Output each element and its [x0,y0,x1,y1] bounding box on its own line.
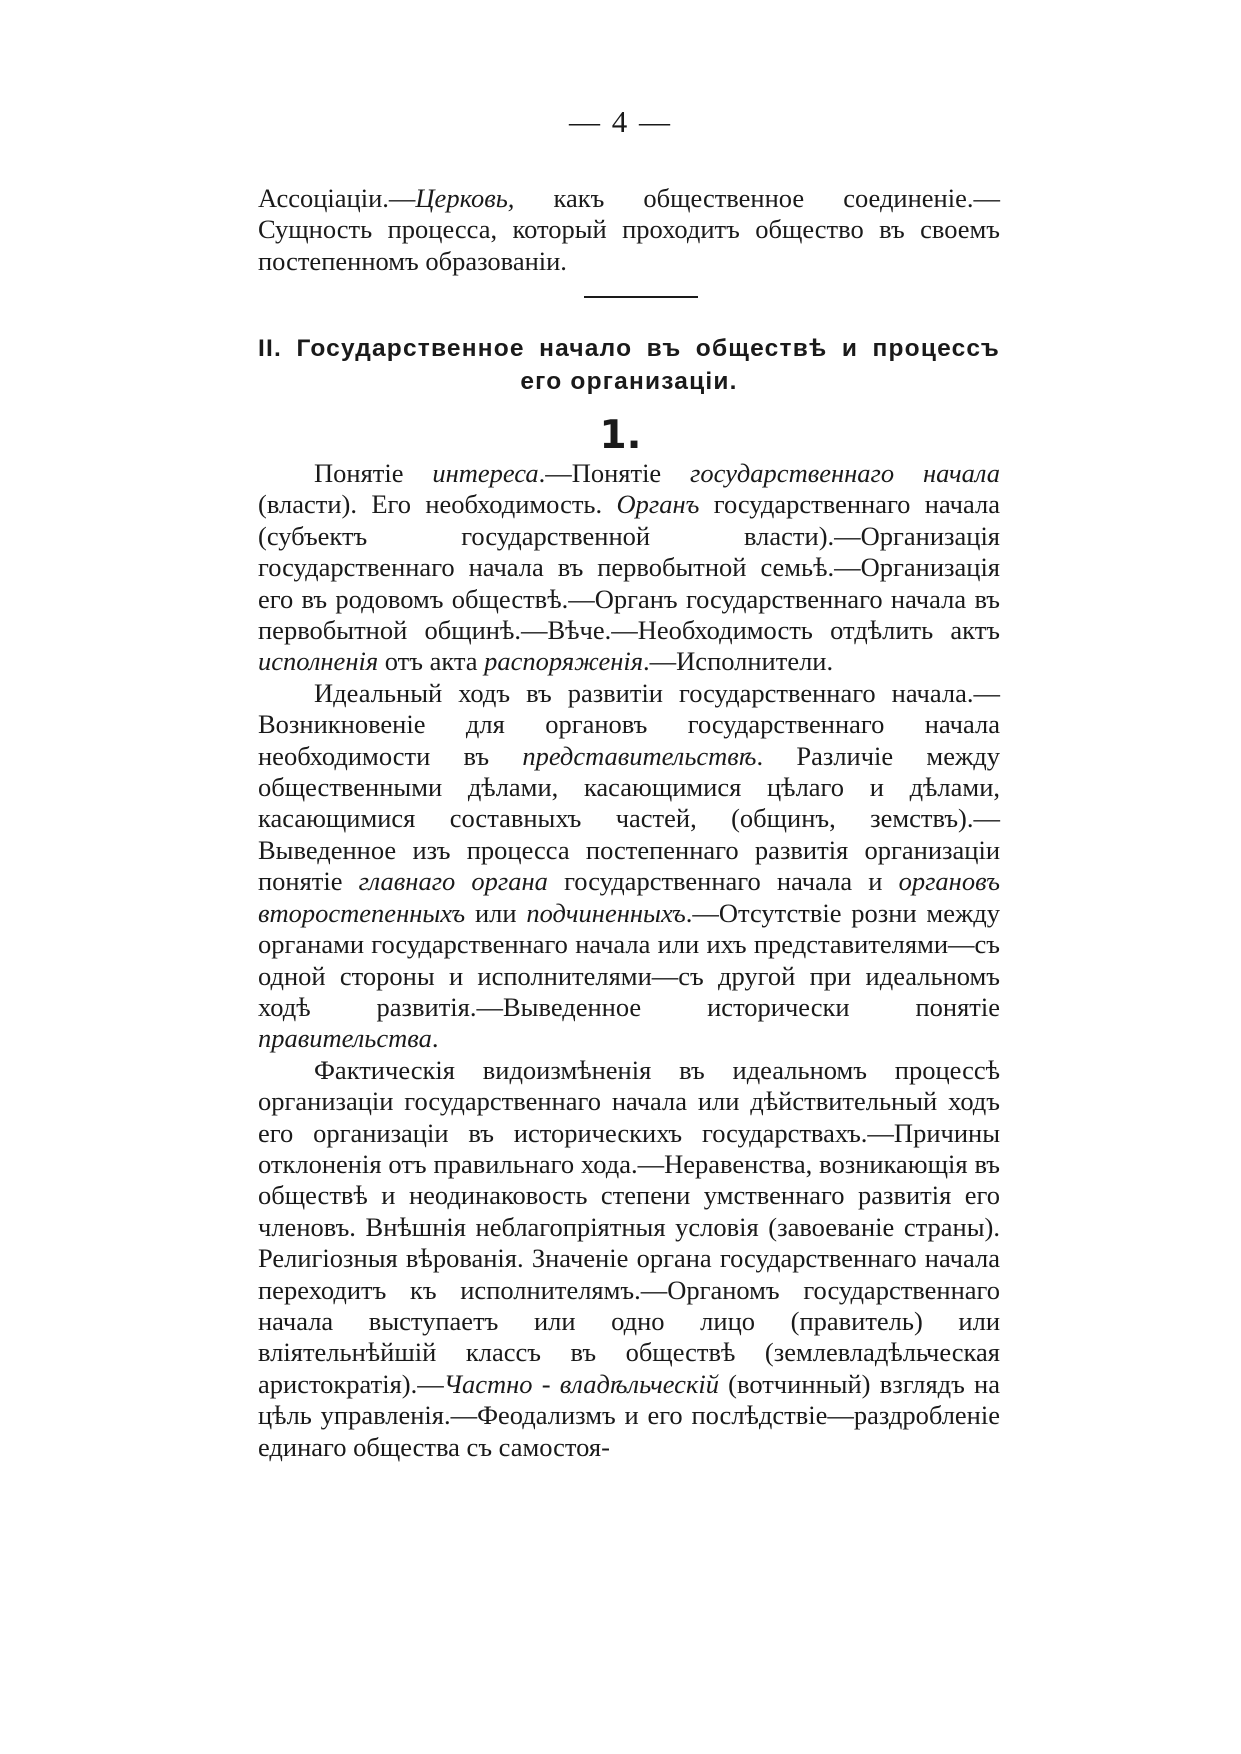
emphasis-term: Частно - владѣльческій [443,1368,719,1399]
text-run: отъ акта [378,646,485,677]
emphasis-term: представительствѣ [522,740,757,771]
emphasis-term: Церковь, [415,183,515,213]
text-run: .—Понятіе [538,458,691,488]
emphasis-term: интереса [432,458,539,488]
text-run: государственнаго начала и [547,866,899,897]
text-run: Фактическія видоизмѣненія въ идеальномъ процессѣ организаціи государственнаго начала или дѣйствительный ходъ его организаціи въ историческихъ государствахъ.—Причины отклоненія отъ правильнаго хода.—Неравенства, возникающія въ обществѣ и неодинаковость степени умственнаго развитія его членовъ. Внѣшнія неблагопріятныя условія (завоеваніе страны). Религіозныя вѣрованія. Значеніе органа государственнаго начала переходитъ къ исполнителямъ.—Органомъ государственнаго начала выступаетъ или одно лицо (правитель) или вліятельнѣйшій классъ въ обществѣ (землевладѣльческая аристократія).— [258,1054,1000,1399]
text-run: Понятіе [314,458,433,488]
emphasis-term: исполненія [258,646,379,677]
text-run: (власти). Его необходимость. [258,489,617,520]
text-run: Идеальный ходъ въ развитіи государственнаго начала.—Возникновеніе для органовъ государственнаго начала необходимости въ [258,677,1000,771]
text-run: или [465,897,527,928]
section-divider [584,296,698,298]
intro-paragraph [258,183,1000,277]
text-run: . [431,1023,439,1054]
body-text [258,458,1000,1463]
paragraph-ideal-development [258,678,1000,1055]
text-run: Ассоціаціи.— [258,183,416,213]
page-number: — 4 — [569,104,672,139]
intro-text [258,183,1000,277]
paragraph-historical-deviations [258,1055,1000,1463]
emphasis-term: главнаго органа [358,866,548,897]
emphasis-term: органовъ второстепенныхъ [258,866,1000,928]
emphasis-term: правительства [258,1023,432,1054]
emphasis-term: государственнаго начала [690,458,1001,488]
paragraph-concepts [258,458,1000,678]
chapter-number: 1. [599,413,642,458]
emphasis-term: распоряженія [484,646,644,677]
text-run: .—Отсутствіе розни между органами государственнаго начала или ихъ представителями—съ одной стороны и исполнителями—съ другой при идеальномъ ходѣ развитія.—Выведенное исторически понятіе [258,897,1000,1022]
text-run: .—Исполнители. [643,646,834,677]
emphasis-term: Органъ [616,489,700,520]
text-run: . Различіе между общественными дѣлами, касающимися цѣлаго и дѣлами, касающимися составныхъ частей, (общинъ, земствъ).—Выведенное изъ процесса постепеннаго развитія организаціи понятіе [258,740,1000,897]
emphasis-term: подчиненныхъ [526,897,686,928]
text-run: какъ общественное соединеніе.—Сущность процесса, который проходитъ общество въ своемъ постепенномъ образованіи. [258,183,1000,276]
text-run: государственнаго начала (субъектъ государственной власти).—Организація государственнаго начала въ первобытной семьѣ.—Организація его въ родовомъ обществѣ.—Органъ государственнаго начала въ первобытной общинѣ.—Вѣче.—Необходимость отдѣлить актъ [258,489,1000,646]
section-heading: II. Государственное начало въ обществѣ и процессъ его организаціи. [258,335,1000,395]
text-run: (вотчинный) взглядъ на цѣль управленія.—Феодализмъ и его послѣдствіе—раздробленіе единаго общества съ самостоя- [258,1368,1000,1462]
